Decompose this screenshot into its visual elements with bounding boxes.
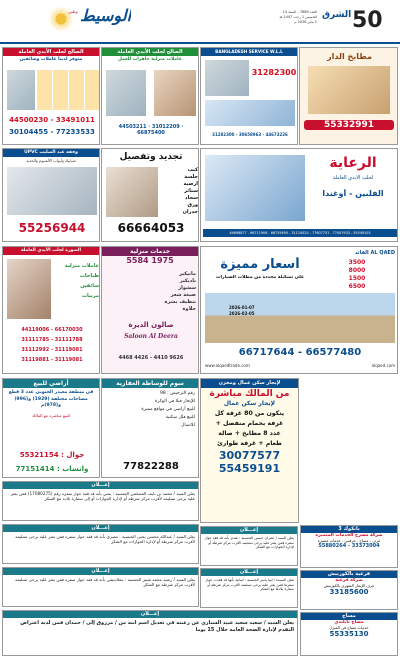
ad-bangla <box>200 47 298 145</box>
issue-line: الخميس 1 رجب 1447 هـ <box>279 15 317 19</box>
ad-workers-green <box>101 47 199 145</box>
website-url[interactable]: www.alqaedtrade.com <box>205 363 250 368</box>
phone: 33185600 <box>329 588 369 596</box>
ad-workers-red <box>2 47 100 145</box>
phone: 31112992 - 31119081 <box>21 347 83 353</box>
ad-car-shade <box>200 246 398 374</box>
ad-subtitle: لإيجار سكن عمال <box>223 400 276 407</box>
item: مربيات <box>81 293 99 299</box>
issue-line: 1 يناير 2026 م <box>294 20 317 24</box>
issue-info <box>255 10 317 25</box>
ad-title: أسعار مميزة <box>220 257 300 272</box>
phones: 44698877 - 66711906 - 66755490 - 31110020 - 77607751 - 77007933 - 55549103 <box>203 229 397 237</box>
service: باديكير <box>179 278 196 284</box>
notice-text: تعلن السيدة / لينا ياسر الجنسية : لبنانية بأنها قد فقدت جواز سفرها فمن يعثر عليه يرجى تسليمه لأقرب مركز شرطة أو سفارة بلادها مع الشكر <box>205 578 294 592</box>
notice-header: إعـــلان <box>3 568 198 575</box>
item: جدران <box>182 209 198 215</box>
item: ورق <box>187 202 198 208</box>
ad-title: مساج تايلندي <box>334 620 364 625</box>
company-name <box>331 250 395 256</box>
logo-small: وطني <box>68 9 78 14</box>
phone: 55880264 - 33373004 <box>318 543 380 549</box>
line: للاتصال <box>181 423 195 428</box>
items-list <box>160 167 198 216</box>
notice-header: إعـــلان <box>3 525 198 532</box>
ad-subtitle: شبابيك وأبواب الألمنيوم والحديد <box>26 158 76 163</box>
phone: 55321154 <box>19 451 59 459</box>
phone: 44119006 - 66170030 <box>21 327 83 333</box>
ad-title: مطابخ الدار <box>326 52 373 61</box>
service: تنظيف بشرة <box>164 299 196 305</box>
ad-text: خدمات مساج في المنزل <box>329 625 369 630</box>
phone: 31111785 - 31111788 <box>21 337 83 343</box>
items-list <box>53 261 99 301</box>
date: 2026-02-05 <box>229 311 255 316</box>
ad-real-estate <box>101 378 199 478</box>
ad-title: من المالك مباشرة <box>209 389 290 399</box>
phone-label: جوال <box>66 451 85 459</box>
notice-text: يعلن السيد / سعيد سعيد عبيد السناري عن رغبته في تعديل اسم ابنه من / مرزوق إلى / حمدان فمن لديه اعتراض التقدم لإدارة الصحة العامة خلال 15 يوما <box>20 620 294 633</box>
salon-name: صالون الديرة <box>128 321 174 329</box>
ad-title: UPVC وفقه عبد الصليب <box>3 149 99 157</box>
ad-title: الصورة لجلب الأيدي العاملة <box>3 247 99 255</box>
logo-text: الوسيط <box>80 6 132 25</box>
line: يتكون من 80 غرفة كل <box>214 410 285 417</box>
ad-riaya <box>200 148 398 242</box>
line: للبيع أراضي في مواقع مميزة <box>141 407 195 412</box>
ad-text: غرف للإيجار الشهري بالكورنيش <box>323 583 375 588</box>
phone: 77822288 <box>123 461 179 472</box>
line: للبيع فلل سكنية <box>165 415 195 420</box>
ad-title: شركة مسرح الخدمات المتميزة <box>315 533 383 538</box>
phone: 66875400 <box>137 130 165 136</box>
issue-line: العدد 7689 - السنة 14 <box>282 10 317 14</box>
item: طباخات <box>79 273 99 279</box>
phone: 44503211 <box>118 124 147 130</box>
notice-right-1 <box>200 526 298 566</box>
item: ستائر <box>184 188 198 194</box>
phone: 66717644 <box>238 347 295 358</box>
salon-name-en: Saloon Al Deera <box>124 333 178 340</box>
ad-photo <box>106 167 158 217</box>
notice-text: يعلن السيد / رشيد محمد شبير الجنسية : بنغلاديشي بأنه قد فقد جواز سفره فمن يعثر عليه يرجى تسليمه لأقرب مركز شرطة مع الشكر <box>15 577 195 588</box>
item: ارضية <box>183 181 198 187</box>
car-photo <box>205 293 395 343</box>
line: عدد 8 مطابخ + صالة <box>218 430 281 437</box>
phone: 55335130 <box>329 630 369 638</box>
phones: 44503211 · 31012209 · 66875400 <box>118 124 184 136</box>
notice-text: يعلن السيد / عبدالله محسن يحيى الجنسية : مصري بأنه قد فقد جواز سفره فمن يعثر عليه يرجى تسليمه لأقرب مركز شرطة أو لإدارة الجوازات مع الشكر <box>15 534 195 545</box>
ad-photo <box>205 155 305 221</box>
phone-main: 31282300 <box>251 68 297 77</box>
ad-photo <box>7 167 97 215</box>
notice-header: إعـــلان <box>201 527 297 534</box>
ad-photo <box>7 70 35 110</box>
notice-4 <box>2 610 298 656</box>
masthead <box>0 0 400 44</box>
phone-1: 44500230 - 33491011 <box>9 116 95 124</box>
notice-header: إعـــلان <box>3 611 297 618</box>
phones <box>5 325 99 365</box>
phone: 55332991 <box>304 120 394 130</box>
line: رقم الترخيص : 98 <box>160 391 195 396</box>
ad-header: بانكوك 3 <box>301 526 397 533</box>
website <box>205 363 395 368</box>
ad-text: في منطقة معيذر الجنوبي عدد 3 قطع مساحات مختلفة (1929) و(996) و(978)م <box>8 390 94 408</box>
ad-subtitle: متوفر لدينا عاملات وسائقين <box>19 57 83 62</box>
notice-3 <box>2 567 199 607</box>
phone-2: 30104455 - 77233533 <box>9 128 95 136</box>
phone: 66664053 <box>117 221 185 235</box>
ad-subtitle: لجلب الأيدي العاملة <box>332 175 374 181</box>
company-en: AL QAED <box>370 250 395 256</box>
ad-header: سوم للوساطة العقارية <box>102 379 198 388</box>
ad-photo <box>106 70 146 116</box>
item: عاملات منزلية <box>64 263 99 269</box>
ad-title: خدمات منزلية <box>102 247 198 256</box>
ad-right-3 <box>300 612 398 656</box>
ad-title: تجديد وتفصيل <box>119 152 183 162</box>
phone: 31012209 <box>151 124 180 130</box>
service: مانيكير <box>179 271 196 277</box>
price-list <box>319 259 395 291</box>
service: سشوار <box>178 285 196 291</box>
ad-manpower <box>2 246 100 374</box>
price: 3500 <box>348 259 366 266</box>
ad-photo <box>205 60 249 96</box>
item: سائقين <box>80 283 99 289</box>
price: 1500 <box>348 275 366 282</box>
ad-header: لإيجار سكن عمال ومخزن <box>201 379 298 388</box>
dates <box>229 305 269 317</box>
phone: 30077577 <box>218 449 281 462</box>
notice-2 <box>2 524 199 564</box>
ad-title: BANGLADESH SERVICE W.L.L <box>201 48 297 56</box>
whatsapp: 77151414 <box>15 465 55 473</box>
phone-top: 5584 1975 <box>126 256 174 265</box>
notice-header: إعـــلان <box>3 482 198 489</box>
ad-tajdeed <box>101 148 199 242</box>
phone-row: جوال : 55321154 <box>19 451 85 459</box>
item: جلسة <box>184 174 198 180</box>
ad-header: قرعية بالكورنيش <box>301 571 397 578</box>
ad-photo <box>7 259 51 319</box>
ad-header: أراضي للبيع <box>3 379 99 388</box>
notice-text: يعلن السيد / محمد بن نايف المسلمي الجنسية : يمني بأنه قد فقد جواز سفره رقم (17080275) فمن يعثر عليه يرجى تسليمه لأقرب مركز شرطة أو لإدارة الجوازات أو إلى سفارة بلاده مع الشكر <box>10 491 195 502</box>
company-ar: القائد <box>354 250 369 256</box>
whatsapp-row: واتساب : 77151414 <box>15 465 89 473</box>
ad-right-1 <box>300 525 398 568</box>
ad-labor-housing <box>200 378 299 523</box>
ad-kitchen <box>299 47 398 145</box>
phone: 55459191 <box>218 462 281 475</box>
date: 2026-01-07 <box>229 305 255 310</box>
ad-text: غرف - مساج - غرفتين - خدمات متميزة <box>317 538 381 543</box>
ad-subtitle: على تشكيلة محددة من مظلات السيارات <box>215 275 305 280</box>
phone: 66577480 <box>305 347 362 358</box>
phones: 4468 4426 - 4410 9626 <box>118 355 184 361</box>
ad-photo <box>154 70 196 116</box>
ad-title: شركة قرعية <box>335 578 363 583</box>
ad-subtitle: عاملات منزلية جاهزات للعمل <box>118 57 182 62</box>
ad-photo <box>308 66 390 114</box>
line: للإيجار فيلا في الوكرة <box>154 399 195 404</box>
notice-text: يعلن السيد / عمران حسين الجنسية : هندي بأنه قد فقد جواز سفره فمن يعثر عليه يرجى تسليمه لأقرب مركز شرطة أو لإدارة الجوازات مع الشكر <box>204 536 294 550</box>
notice-header: إعـــلان <box>201 569 297 576</box>
ad-contact: للبيع مباشرة مع المالك <box>32 412 70 418</box>
page-number: 50 <box>352 8 383 33</box>
ad-title: الصالح لجلب الأيدي العاملة <box>102 48 198 56</box>
item: سجاد <box>185 195 198 201</box>
ad-title: الصالح لجلب الأيدي العاملة <box>3 48 99 56</box>
ad-header: مساج <box>301 613 397 620</box>
service: صبغة شعر <box>170 292 196 298</box>
ad-salon <box>101 246 199 374</box>
service: حلاوة <box>182 306 196 312</box>
ad-title: الرعاية <box>329 155 377 171</box>
ad-lines <box>201 407 298 449</box>
services-list <box>106 271 196 313</box>
line: غرفة بحمام منفصل + <box>215 420 284 427</box>
price-grid <box>37 70 99 110</box>
phone: 55256944 <box>18 221 86 235</box>
notice-right-2 <box>200 568 298 608</box>
price: 6500 <box>348 283 366 290</box>
social-handle[interactable]: alqaed.com <box>371 363 395 368</box>
ad-upvc <box>2 148 100 242</box>
ad-lines <box>102 388 198 432</box>
phones: 66717644 - 66577480 <box>238 347 362 358</box>
section-title: الشرق <box>322 10 352 20</box>
notice-1 <box>2 481 199 521</box>
ad-land-sale <box>2 378 100 478</box>
phones: 31282300 - 30658963 - 44673226 <box>212 132 288 137</box>
ad-right-2 <box>300 570 398 610</box>
ad-tagline: الفلبين - أوغندا <box>322 189 384 198</box>
ad-photo <box>205 100 295 126</box>
phone: 31119881 - 31119081 <box>21 357 83 363</box>
price: 8000 <box>348 267 366 274</box>
item: كنب <box>187 167 198 173</box>
whatsapp-label: واتساب <box>62 465 89 473</box>
line: طعام + غرفة طوارئ <box>217 440 282 447</box>
